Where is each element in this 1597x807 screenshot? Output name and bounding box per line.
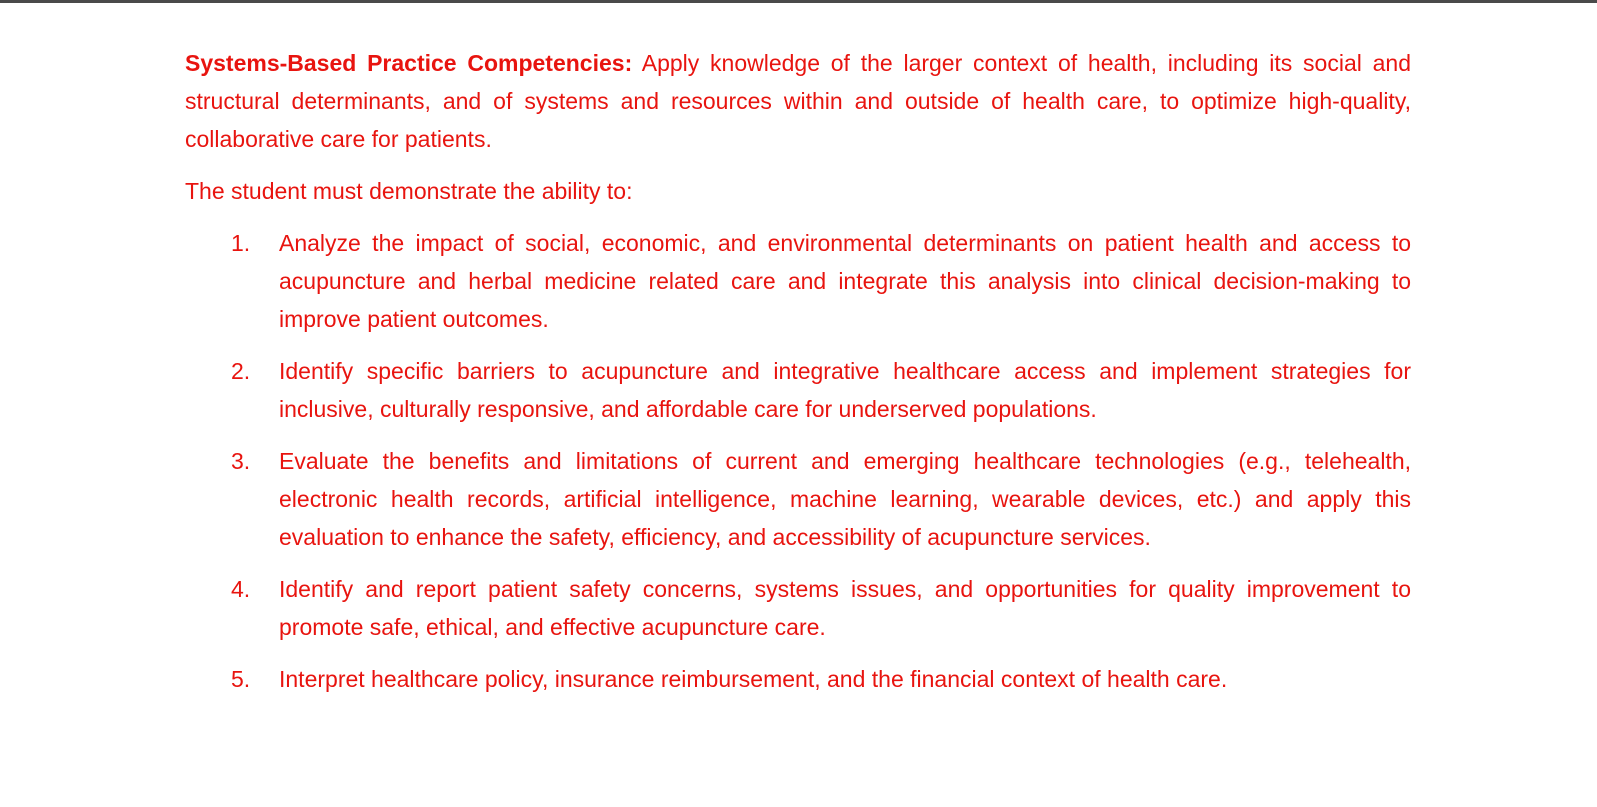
section-heading: Systems-Based Practice Competencies: <box>185 50 633 76</box>
list-item-number: 2. <box>231 358 251 384</box>
list-item-number: 4. <box>231 576 251 602</box>
competency-list <box>185 224 1411 698</box>
list-item <box>185 570 1411 646</box>
list-item-number: 1. <box>231 230 251 256</box>
list-item-text: Identify specific barriers to acupuncture and integrative healthcare access and implement strategies for inclusive, culturally responsive, and affordable care for underserved populations. <box>279 358 1411 422</box>
document-page <box>185 44 1411 712</box>
section-description: Apply knowledge of the larger context of health, including its social and structural determinants, and of systems and resources within and outside of health care, to optimize high-quality, collaborative care for patients. <box>185 50 1411 152</box>
list-item <box>185 442 1411 556</box>
list-item <box>185 660 1411 698</box>
lead-in-text: The student must demonstrate the ability to: <box>185 178 633 204</box>
section-intro-paragraph <box>185 44 1411 158</box>
list-item-number: 5. <box>231 666 251 692</box>
list-item-text: Analyze the impact of social, economic, and environmental determinants on patient health and access to acupuncture and herbal medicine related care and integrate this analysis into clinical decision-making to improve patient outcomes. <box>279 230 1411 332</box>
list-item-text: Identify and report patient safety concerns, systems issues, and opportunities for quality improvement to promote safe, ethical, and effective acupuncture care. <box>279 576 1411 640</box>
list-item-text: Evaluate the benefits and limitations of current and emerging healthcare technologies (e.g., telehealth, electronic health records, artificial intelligence, machine learning, wearable devices, etc.) and apply this evaluation to enhance the safety, efficiency, and accessibility of acupuncture services. <box>279 448 1411 550</box>
list-item <box>185 352 1411 428</box>
top-border <box>0 0 1597 3</box>
list-item-text: Interpret healthcare policy, insurance reimbursement, and the financial context of health care. <box>279 666 1228 692</box>
list-item-number: 3. <box>231 448 251 474</box>
list-item <box>185 224 1411 338</box>
